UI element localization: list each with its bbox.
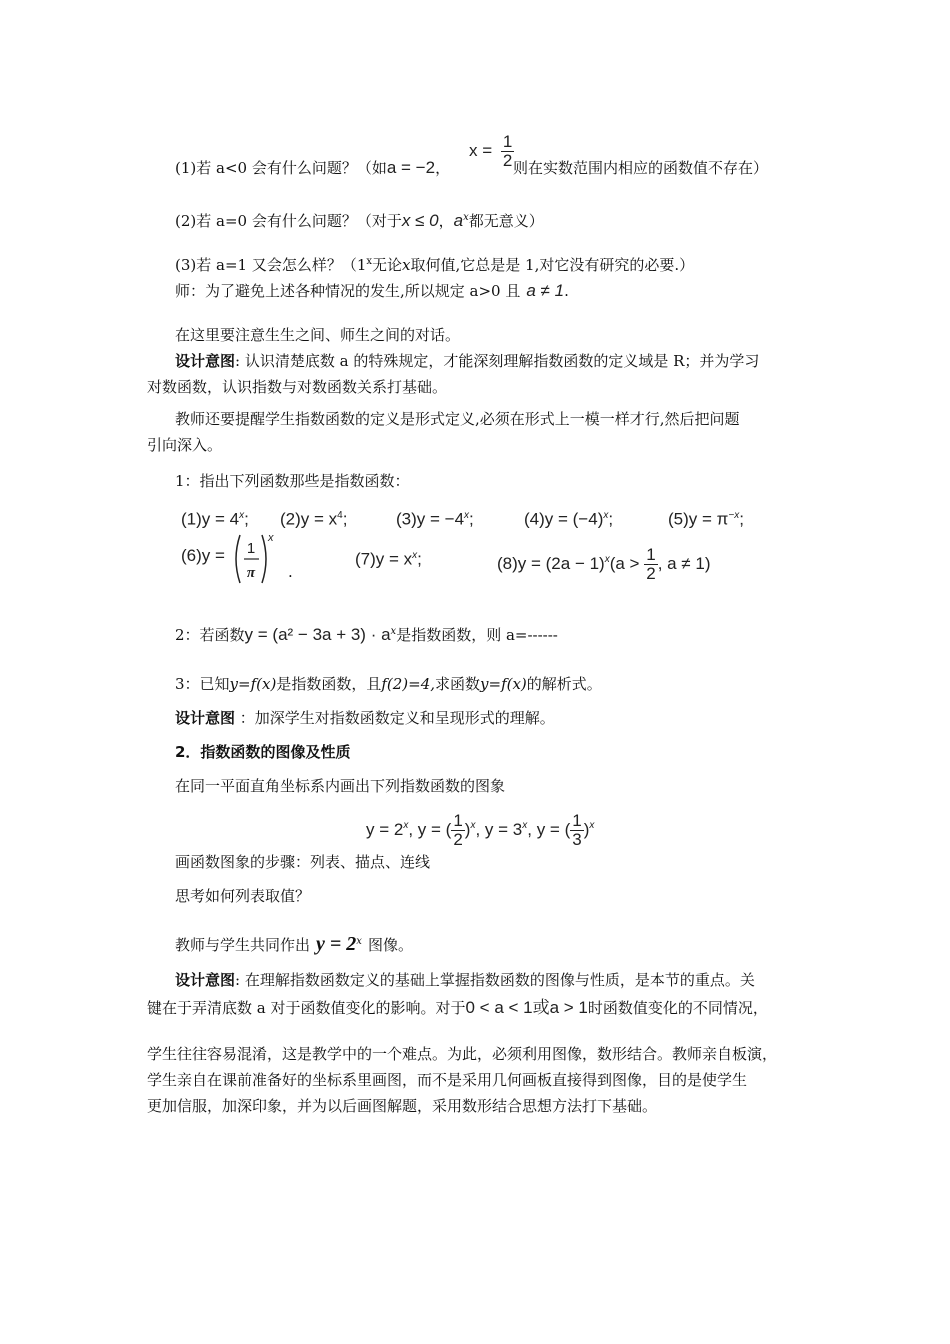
q1-text: (1)若 a<0 会有什么问题？（如 xyxy=(175,159,387,177)
ex1-item-3-text: (3)y = −4 xyxy=(396,509,465,529)
q1-den: 2 xyxy=(502,150,513,170)
ex1-item-8-num: 1 xyxy=(646,545,656,564)
exercise-3 xyxy=(175,674,602,694)
together-math: y = 2 xyxy=(316,933,357,955)
ex3-f3: y=f(x) xyxy=(480,675,527,693)
paren-fraction-graphic xyxy=(232,533,272,585)
dialog-paragraph: 在这里要注意生生之间、师生之间的对话。 xyxy=(175,326,461,344)
together-post: 图像。 xyxy=(367,936,413,954)
ex1-item-1-sup: x xyxy=(239,510,245,521)
question-2 xyxy=(175,208,544,231)
steps: 画函数图象的步骤：列表、描点、连线 xyxy=(175,853,431,871)
remind-line1: 教师还要提醒学生指数函数的定义是形式定义,必须在形式上一模一样才行,然后把问题 xyxy=(175,410,740,428)
teacher-post: . xyxy=(564,282,569,300)
ex1-item-5: $(5)y = \pi^{-x}$; xyxy=(668,509,744,529)
q2-sep: ， xyxy=(438,212,454,230)
q1-sep: ， xyxy=(435,159,451,177)
q1-math-a: a = −2 xyxy=(386,158,436,177)
remind-line2: 引向深入。 xyxy=(147,436,223,454)
ex1-item-4: $(4)y = (-4)^x$; xyxy=(524,509,614,529)
ex1-item-7: $(7)y = x^x$; xyxy=(355,549,422,569)
draw-intro: 在同一平面直角坐标系内画出下列指数函数的图象 xyxy=(175,777,506,795)
ex3-post: 的解析式。 xyxy=(526,675,602,693)
ex3-f2: f(2)=4, xyxy=(381,675,436,693)
think: 思考如何列表取值？ xyxy=(175,887,311,905)
intent-3-line3: 学生往往容易混淆，这是教学中的一个难点。为此，必须利用图像，数形结合。教师亲自板演， xyxy=(147,1045,778,1063)
ex1-item-8-text: (8)y = (2a − 1) xyxy=(497,553,605,573)
ex1-item-1-text: (1)y = 4 xyxy=(181,509,240,529)
ex3-mid2: 求函数 xyxy=(435,675,481,693)
ex1-item-5-text: (5)y = π xyxy=(668,509,729,529)
q2-text: (2)若 a=0 会有什么问题？（对于 xyxy=(175,212,402,230)
intent-3-math: 0 < a < 1或a > 1 xyxy=(465,998,588,1017)
ex1-item-8-sup: x xyxy=(604,554,610,566)
intent-1-line2: 对数函数，认识指数与对数函数关系打基础。 xyxy=(147,378,448,396)
q2-math-a: a xyxy=(453,211,464,230)
ex3-f1: y=f(x) xyxy=(229,675,277,693)
ex1-item-3-sup: x xyxy=(464,510,470,521)
together-sup: x xyxy=(356,936,362,947)
ex1-item-6-dot: . xyxy=(288,563,293,581)
ex1-item-2-sup: 4 xyxy=(337,510,343,521)
intent-3-text1: : 在理解指数函数定义的基础上掌握指数函数的图像与性质，是本节的重点。关 xyxy=(235,971,755,989)
intent-3-line5: 更加信服，加深印象，并为以后画图解题，采用数形结合思想方法打下基础。 xyxy=(147,1097,658,1115)
intent-3-text2-post: 时函数值变化的不同情况， xyxy=(587,999,768,1017)
intent-3-line4: 学生亲自在课前准备好的坐标系里画图，而不是采用几何画板直接得到图像，目的是使学生 xyxy=(147,1071,748,1089)
intent-1-text1: : 认识清楚底数 a 的特殊规定，才能深刻理解指数函数的定义域是 R；并为学习 xyxy=(235,352,760,370)
together-text: 教师与学生共同作出 xyxy=(175,936,311,954)
ex1-item-7-sup: x xyxy=(412,550,418,561)
q1-post: 则在实数范围内相应的函数值不存在） xyxy=(513,159,769,177)
ex2-math: y = (a² − 3a + 3) · a xyxy=(244,625,391,644)
q1-num: 1 xyxy=(502,132,513,151)
ex3-text: 3：已知 xyxy=(175,675,230,693)
intent-2 xyxy=(175,708,555,728)
svg-text:1: 1 xyxy=(246,540,256,557)
ex2-post: 是指数函数，则 a=------ xyxy=(396,626,558,644)
q3-mid: 无论 xyxy=(372,256,403,274)
exercise-2 xyxy=(175,622,558,645)
q2-sup: x xyxy=(463,212,469,223)
intent-3-line1 xyxy=(175,970,755,990)
ex1-item-6 xyxy=(181,546,225,566)
q3-text: (3)若 a=1 又会怎么样？（1 xyxy=(175,256,367,274)
ex2-sup: x xyxy=(390,626,397,637)
ex1-item-8-frac xyxy=(644,546,657,583)
ex1-item-6-text: (6)y = xyxy=(181,546,225,565)
q3-post: 取何值,它总是是 1,对它没有研究的必要.） xyxy=(410,256,695,274)
q2-post: 都无意义） xyxy=(468,212,544,230)
intent-1-line1 xyxy=(175,351,759,371)
ex1-item-7-text: (7)y = x xyxy=(355,549,413,569)
intent-2-label: 设计意图 xyxy=(175,709,236,727)
intent-3-text2: 键在于弄清底数 a 对于函数值变化的影响。对于 xyxy=(147,999,466,1017)
ex1-item-2-text: (2)y = x xyxy=(280,509,338,529)
question-1 xyxy=(175,158,450,178)
teacher-line xyxy=(175,281,569,301)
ex3-mid: 是指数函数，且 xyxy=(276,675,382,693)
ex1-item-8-cond: (a > xyxy=(609,553,645,573)
ex1-item-8-den: 2 xyxy=(646,563,656,583)
ex1-item-8 xyxy=(497,546,710,583)
ex1-item-6-paren xyxy=(232,533,268,583)
ex1-item-5-sup: −x xyxy=(728,510,740,521)
ex1-item-3: $(3)y = -4^x$; xyxy=(396,509,474,529)
svg-text:π: π xyxy=(246,565,256,581)
formula-row: $y = 2^x$, y = ( $\frac{1}{2}$ )$^x$, $y = 3^x$, y = ( $\frac{1}{3}$ )$^x$ xyxy=(366,811,595,849)
ex1-item-8-cond2: , a ≠ 1) xyxy=(657,553,711,573)
together-line xyxy=(175,932,413,955)
question-3 xyxy=(175,252,694,275)
teacher-text: 师：为了避免上述各种情况的发生,所以规定 a>0 且 xyxy=(175,282,521,300)
q3-var: x xyxy=(402,256,411,274)
ex1-item-2: $(2)y = x^4$; xyxy=(280,509,348,529)
intent-2-text: ：加深学生对指数函数定义和呈现形式的理解。 xyxy=(235,709,555,727)
q1-math-x xyxy=(469,133,514,170)
ex1-item-6-sup: x xyxy=(268,532,274,544)
q1-x-eq: x = xyxy=(469,140,493,160)
ex1-item-4-text: (4)y = (−4) xyxy=(524,509,604,529)
intent-3-line2 xyxy=(147,998,768,1018)
ex2-text: 2：若函数 xyxy=(175,626,245,644)
exercise-1-title: 1：指出下列函数那些是指数函数： xyxy=(175,472,410,490)
intent-1-label: 设计意图 xyxy=(175,352,236,370)
section-2-heading: 2．指数函数的图像及性质 xyxy=(175,743,351,761)
teacher-math: a ≠ 1 xyxy=(526,281,565,300)
q3-sup: x xyxy=(366,256,373,267)
intent-3-label: 设计意图 xyxy=(175,971,236,989)
ex1-item-4-sup: x xyxy=(603,510,609,521)
ex1-item-1: $(1)y = 4^x$; xyxy=(181,509,249,529)
q2-math: x ≤ 0 xyxy=(401,211,439,230)
